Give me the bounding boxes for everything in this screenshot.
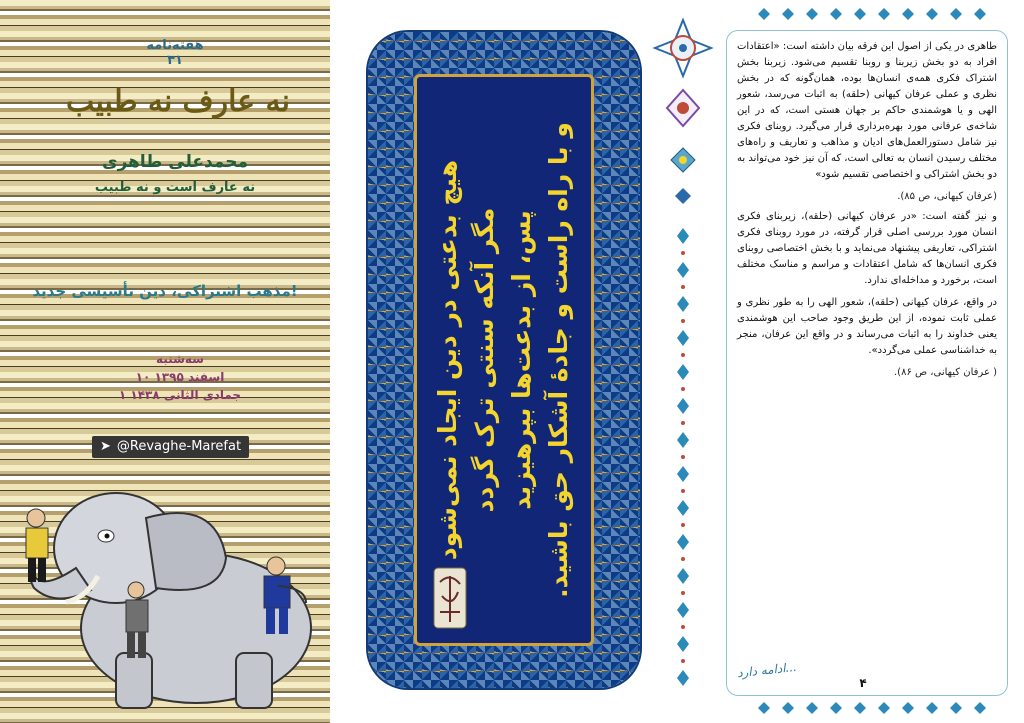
bottom-ornament-band [748, 700, 988, 716]
quote-line: پس، از بدعت‌ها بپرهیزید [507, 210, 536, 510]
channel-name: @Revaghe-Marefat [116, 439, 242, 454]
day-label: سه‌شنبه [156, 352, 204, 366]
article-paragraph: طاهری در یکی از اصول این فرقه بیان داشته است: «اعتقادات افراد به دو بخش زیربنا و روبنا تقسیم می‌شود. زیربنا بخش اشتراک فکری همه‌ی انسان‌ها بوده، همان‌گونه که در بخش نظری و عملی عرفان کیهانی (حلقه) به اثبات می‌رسد، شعور الهی و یا هوشمندی حاکم بر جهان هستی است، که در این شاخه‌ی عرفانی مورد بهره‌برداری قرار می‌گیرد. روبنای فکری نیز شامل دستورالعمل‌های ادیان و مذاهب و تعاریف و راه‌های مختلف رسیدن انسان به تعالی است، که آن نیز خود می‌تواند به دو بخش اشتراکی و اختصاصی تقسیم شود» [737, 41, 997, 180]
cover-topic: مذهب اشتراکی، دین تأسیسی جدید! [32, 282, 298, 300]
issue-label: هفته‌نامه [146, 38, 204, 53]
article-paragraph: در واقع، عرفان کیهانی (حلقه)، شعور الهی را به طور نظری و عملی ثابت نموده، از این طریق وجود صاحب این هوشمندی یعنی خداوند را به اثبات می‌رساند و در واقع این عرفان، منجر به خداشناسی عملی می‌گردد». [737, 297, 997, 356]
hadith-quote [429, 85, 579, 635]
calligraphy-logo [430, 562, 470, 634]
issue-number: ۳۱ [167, 53, 183, 68]
date-lunar: ۱ جمادی الثانی ۱۴۳۸ [118, 388, 242, 402]
author-name: محمدعلی طاهری [101, 152, 248, 172]
ornament-column [648, 0, 718, 723]
article-body [737, 39, 997, 385]
continued-note: ادامه دارد... [736, 659, 798, 681]
article-panel [726, 30, 1008, 696]
page-number: ۴ [859, 676, 867, 690]
cover-panel [0, 0, 330, 723]
citation: ( عرفان کیهانی، ص ۸۶). [894, 367, 997, 378]
title-word-b: نه طبیب [66, 84, 173, 119]
date-solar: ۱۰ اسفند ۱۳۹۵ [135, 370, 225, 384]
telegram-icon: ➤ [100, 439, 111, 454]
title-word-a: نه عارف [182, 84, 290, 119]
quote-line: هیچ بدعتی در دین ایجاد نمی‌شود [433, 159, 462, 561]
cover-dates [100, 350, 260, 404]
quote-frame [368, 32, 640, 688]
issue-badge [140, 38, 210, 68]
quote-line: مگر آنکه سنتی ترک گردد [470, 207, 499, 513]
cover-title [30, 84, 300, 118]
cover-subtitle: نه عارف است و نه طبیب [94, 180, 256, 195]
citation: (عرفان کیهانی، ص ۸۵). [897, 191, 997, 202]
telegram-handle[interactable] [92, 436, 249, 458]
quote-line: و با راه راست و جادهٔ آشکار حق باشید. [544, 122, 573, 598]
quote-box [414, 74, 594, 646]
top-ornament-band [748, 6, 988, 22]
article-paragraph: و نیز گفته است: «در عرفان کیهانی (حلقه)، زیربنای فکری انسان مورد بررسی اصلی قرار گرفته، در مورد روبنای فکری اشتراکی، تعاریفی پیشنهاد می‌نماید و با بخش اختصاصی روبنای فکری انسان‌ها که شامل اعتقادات و مراسم و مناسک مختلف است، برخورد و مداخله‌ای ندارد. [737, 211, 997, 286]
elephant-cartoon [6, 478, 326, 718]
